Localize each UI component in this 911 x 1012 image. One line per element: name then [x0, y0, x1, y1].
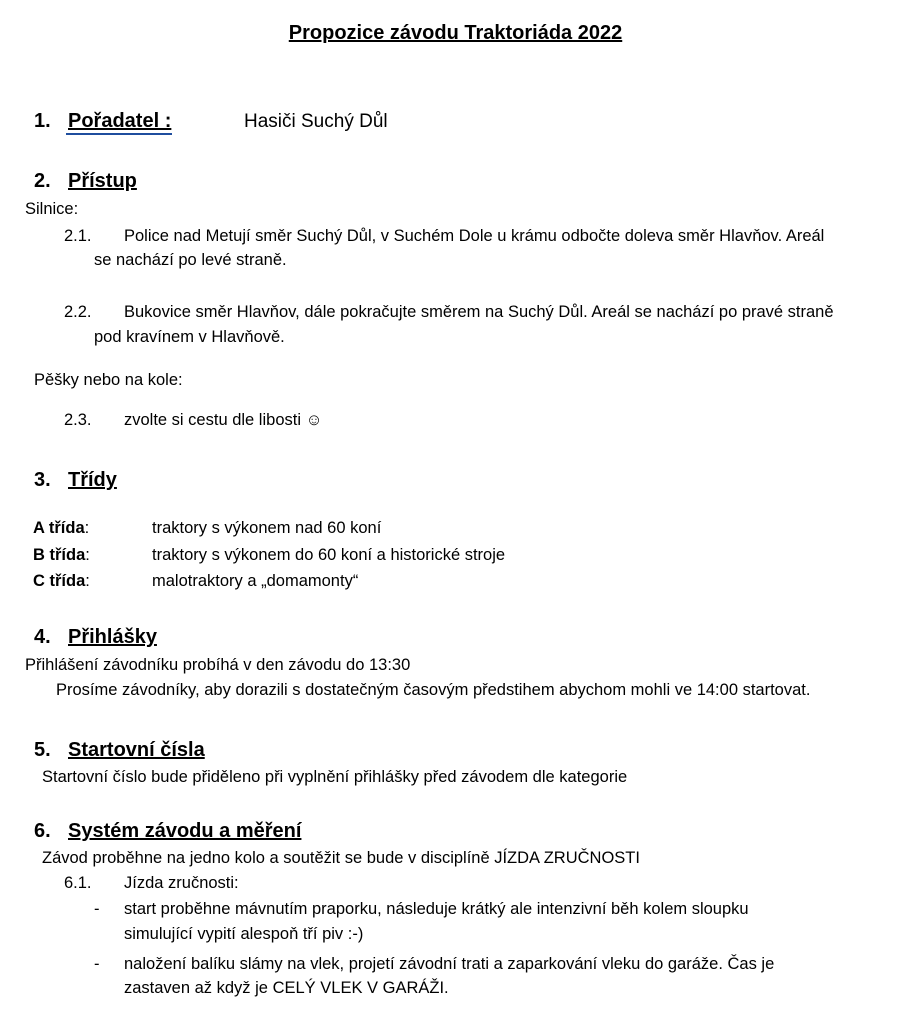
section-label: Startovní čísla: [68, 739, 205, 761]
list-item-text: se nachází po levé straně.: [94, 251, 287, 269]
bullet-dash: -: [94, 955, 100, 973]
section-1-heading: [34, 110, 171, 133]
organizer-name: Hasiči Suchý Důl: [244, 111, 388, 132]
list-item-text: pod kravínem v Hlavňově.: [94, 328, 285, 346]
section-4-heading: [34, 626, 157, 649]
start-number-text: Startovní číslo bude přiděleno při vyplnění přihlášky před závodem dle kategorie: [42, 768, 628, 786]
class-description: traktory s výkonem do 60 koní a historické stroje: [152, 546, 506, 564]
race-intro: Závod proběhne na jedno kolo a soutěžit se bude v disciplíně JÍZDA ZRUČNOSTI: [42, 849, 640, 867]
section-label: Přihlášky: [68, 626, 157, 648]
section-number: 3.: [34, 469, 51, 491]
section-number: 1.: [34, 110, 51, 132]
section-3-heading: [34, 469, 117, 492]
section-number: 4.: [34, 626, 51, 648]
document-title: [0, 22, 911, 45]
class-name: C třída:: [33, 572, 90, 590]
class-name: B třída:: [33, 546, 90, 564]
section-label: Přístup: [68, 170, 137, 192]
foot-label: Pěšky nebo na kole:: [34, 371, 183, 389]
list-item-text: Jízda zručnosti:: [124, 874, 239, 892]
document-title-text: Propozice závodu Traktoriáda 2022: [288, 22, 623, 44]
class-description: traktory s výkonem nad 60 koní: [152, 519, 382, 537]
section-6-heading: [34, 820, 301, 843]
class-description: malotraktory a „domamonty“: [152, 572, 359, 590]
section-number: 6.: [34, 820, 51, 842]
section-number: 2.: [34, 170, 51, 192]
section-label: Třídy: [68, 469, 117, 491]
list-item-number: 6.1.: [64, 874, 92, 892]
bullet-text: simulující vypití alespoň tří piv :-): [124, 925, 364, 943]
heading-underline-accent: [66, 133, 172, 135]
list-item-text: Police nad Metují směr Suchý Důl, v Suchém Dole u krámu odbočte doleva směr Hlavňov. Areál: [124, 227, 825, 245]
bullet-text: naložení balíku slámy na vlek, projetí závodní trati a zaparkování vleku do garáže. Čas je: [124, 955, 775, 973]
class-name: A třída:: [33, 519, 90, 537]
road-label: Silnice:: [25, 200, 79, 218]
section-number: 5.: [34, 739, 51, 761]
registration-time: Přihlášení závodníku probíhá v den závodu do 13:30: [25, 656, 411, 674]
section-label: Pořadatel :: [68, 110, 172, 132]
section-label: Systém závodu a měření: [68, 820, 302, 842]
bullet-text: zastaven až když je CELÝ VLEK V GARÁŽI.: [124, 979, 449, 997]
list-item-number: 2.1.: [64, 227, 92, 245]
list-item-text: Bukovice směr Hlavňov, dále pokračujte směrem na Suchý Důl. Areál se nachází po pravé straně: [124, 303, 834, 321]
bullet-dash: -: [94, 900, 100, 918]
bullet-text: start proběhne mávnutím praporku, následuje krátký ale intenzivní běh kolem sloupku: [124, 900, 749, 918]
list-item-number: 2.2.: [64, 303, 92, 321]
section-5-heading: [34, 739, 205, 762]
registration-note: Prosíme závodníky, aby dorazili s dostatečným časovým předstihem abychom mohli ve 14:00 startovat.: [56, 681, 811, 699]
list-item-number: 2.3.: [64, 411, 92, 429]
list-item-text: zvolte si cestu dle libosti ☺: [124, 411, 323, 429]
section-2-heading: [34, 170, 137, 193]
